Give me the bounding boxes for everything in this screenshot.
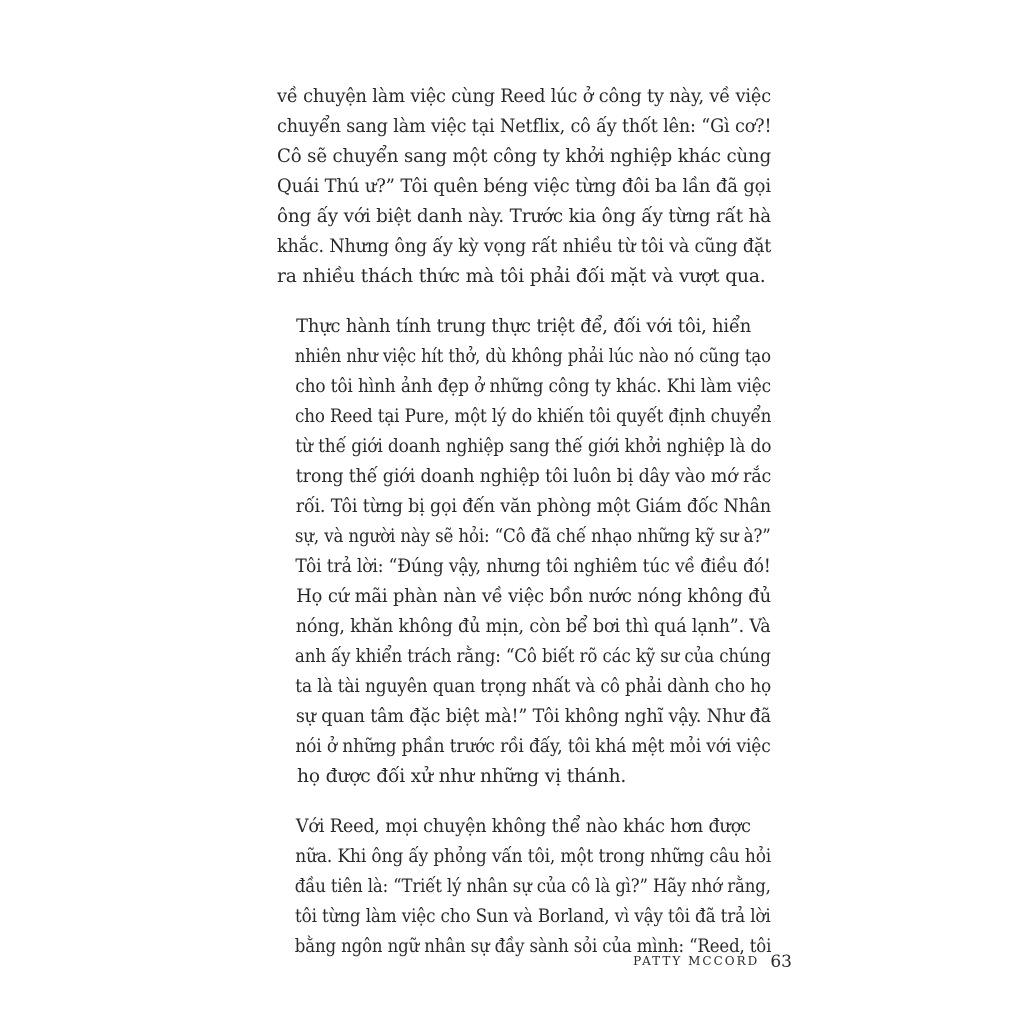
text-line: sự quan tâm đặc biệt mà!” Tôi không nghĩ vậy. Như đã: [295, 706, 771, 727]
text-line: Với Reed, mọi chuyện không thể nào khác hơn được: [295, 816, 751, 837]
text-line: khắc. Nhưng ông ấy kỳ vọng rất nhiều từ tôi và cũng đặt: [277, 236, 772, 257]
text-line: ta là tài nguyên quan trọng nhất và cô phải dành cho họ: [295, 676, 772, 697]
text-line: rối. Tôi từng bị gọi đến văn phòng một Giám đốc Nhân: [295, 496, 772, 517]
running-footer-author: PATTY MCCORD: [633, 954, 760, 968]
body-text: [277, 82, 771, 982]
paragraph: [277, 812, 771, 962]
text-line: nữa. Khi ông ấy phỏng vấn tôi, một trong những câu hỏi: [295, 846, 772, 867]
text-line: từ thế giới doanh nghiệp sang thế giới khởi nghiệp là do: [295, 436, 772, 457]
text-line: nóng, khăn không đủ mịn, còn bể bơi thì quá lạnh”. Và: [295, 616, 771, 637]
text-line: bằng ngôn ngữ nhân sự đầy sành sỏi của mình: “Reed, tôi: [294, 936, 772, 957]
text-line: họ được đối xử như những vị thánh.: [297, 766, 627, 787]
page-number: 63: [770, 952, 792, 972]
text-line: về chuyện làm việc cùng Reed lúc ở công ty này, về việc: [277, 86, 771, 107]
text-line: cho Reed tại Pure, một lý do khiến tôi quyết định chuyển: [294, 406, 772, 427]
text-line: chuyển sang làm việc tại Netflix, cô ấy thốt lên: “Gì cơ?!: [277, 116, 772, 137]
text-line: nhiên như việc hít thở, dù không phải lúc nào nó cũng tạo: [294, 346, 771, 367]
text-line: Quái Thú ư?” Tôi quên béng việc từng đôi ba lần đã gọi: [277, 176, 771, 197]
paragraph: [277, 82, 771, 292]
text-line: ông ấy với biệt danh này. Trước kia ông ấy từng rất hà: [277, 206, 771, 227]
text-line: Họ cứ mãi phàn nàn về việc bồn nước nóng không đủ: [296, 586, 771, 607]
text-line: anh ấy khiển trách rằng: “Cô biết rõ các kỹ sư của chúng: [294, 646, 771, 667]
page-footer: [600, 952, 792, 972]
text-line: tôi từng làm việc cho Sun và Borland, vì vậy tôi đã trả lời: [295, 906, 771, 927]
text-line: Cô sẽ chuyển sang một công ty khởi nghiệp khác cùng: [277, 146, 772, 167]
text-line: đầu tiên là: “Triết lý nhân sự của cô là gì?” Hãy nhớ rằng,: [294, 876, 771, 897]
text-line: Tôi trả lời: “Đúng vậy, nhưng tôi nghiêm túc về điều đó!: [295, 556, 771, 577]
text-line: Thực hành tính trung thực triệt để, đối với tôi, hiển: [296, 316, 752, 337]
text-line: sự, và người này sẽ hỏi: “Cô đã chế nhạo những kỹ sư à?”: [294, 526, 771, 547]
text-line: cho tôi hình ảnh đẹp ở những công ty khác. Khi làm việc: [295, 376, 772, 397]
paragraph: [277, 312, 771, 792]
text-line: trong thế giới doanh nghiệp tôi luôn bị dây vào mớ rắc: [295, 466, 772, 487]
text-line: ra nhiều thách thức mà tôi phải đối mặt và vượt qua.: [277, 266, 766, 287]
text-line: nói ở những phần trước rồi đấy, tôi khá mệt mỏi với việc: [295, 736, 771, 757]
